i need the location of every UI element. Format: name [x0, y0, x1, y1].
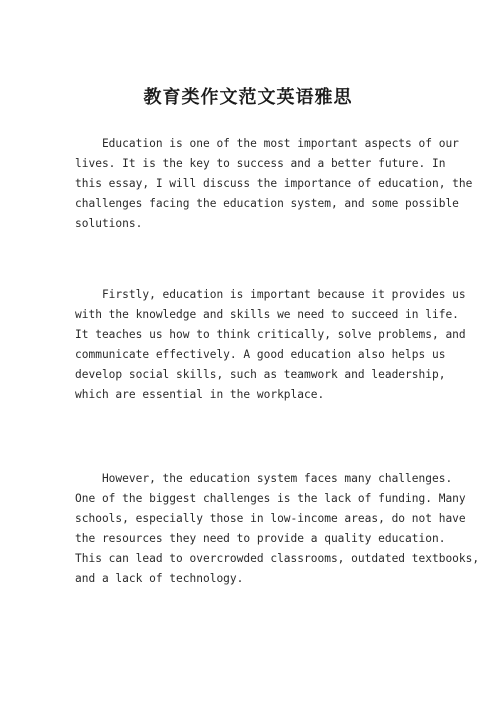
paragraph-line: However, the education system faces many challenges. [75, 472, 453, 485]
paragraph-line: One of the biggest challenges is the lack of funding. Many [75, 492, 466, 505]
paragraph-line: develop social skills, such as teamwork and leadership, [75, 368, 446, 381]
page-title: 教育类作文范文英语雅思 [143, 87, 353, 108]
paragraph-line: challenges facing the education system, and some possible [75, 197, 459, 210]
paragraph-line: This can lead to overcrowded classrooms, outdated textbooks, [75, 552, 480, 565]
paragraph-line: schools, especially those in low-income areas, do not have [75, 512, 466, 525]
paragraph-line: with the knowledge and skills we need to succeed in life. [75, 308, 459, 321]
paragraph-line: solutions. [75, 217, 143, 230]
paragraph-line: lives. It is the key to success and a better future. In [75, 157, 446, 170]
paragraph-line: and a lack of technology. [75, 572, 244, 585]
paragraph-line: communicate effectively. A good education also helps us [75, 348, 446, 361]
paragraph-line: Education is one of the most important aspects of our [75, 137, 459, 150]
paragraph-line: which are essential in the workplace. [75, 388, 325, 401]
paragraph-line: Firstly, education is important because it provides us [75, 288, 466, 301]
paragraph-line: the resources they need to provide a quality education. [75, 532, 446, 545]
paragraph-line: this essay, I will discuss the importance of education, the [75, 177, 473, 190]
paragraph-line: It teaches us how to think critically, solve problems, and [75, 328, 466, 341]
